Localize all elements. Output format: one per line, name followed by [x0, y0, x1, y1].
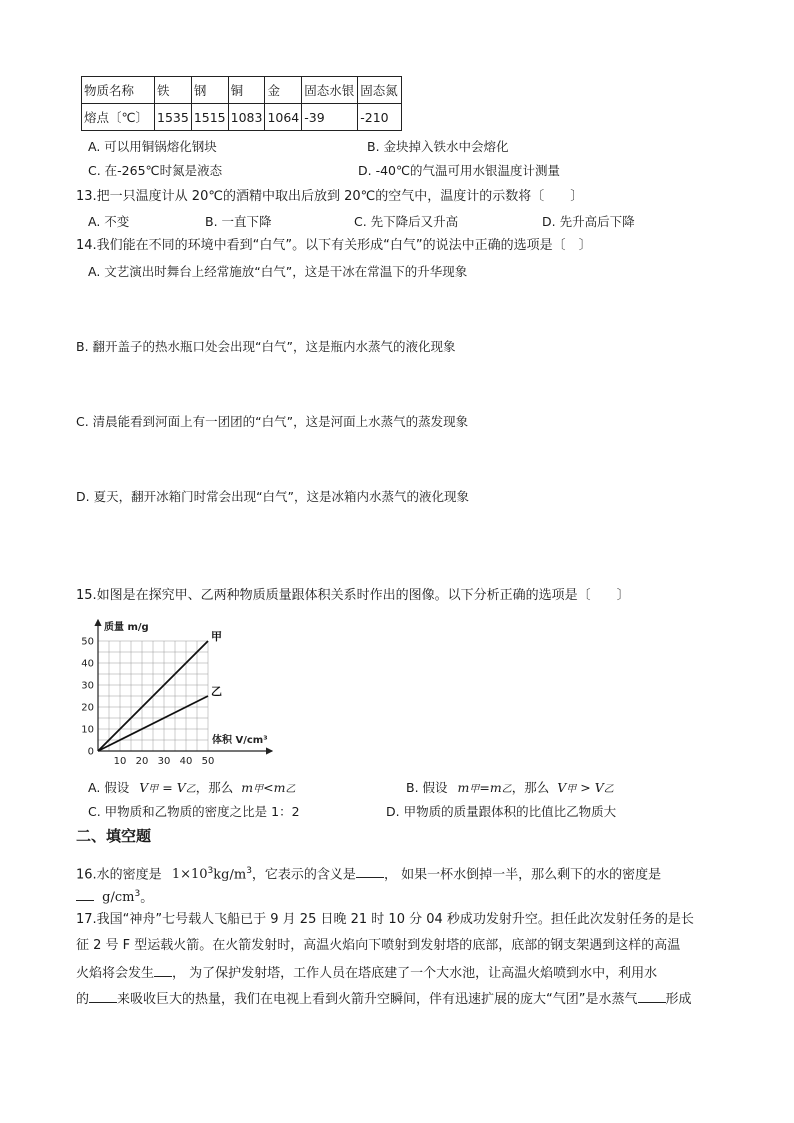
- math-sub: 甲: [253, 784, 264, 795]
- q17-line1: 17.我国“神舟”七号载人飞船已于 9 月 25 日晚 21 时 10 分 04 秒成功发射升空。担任此次发射任务的是长: [76, 912, 694, 927]
- table-cell: 钢: [191, 77, 228, 104]
- q17-line3-end: ， 为了保护发射塔，工作人员在塔底建了一个大水池，让高温火焰喷到水中，利用水: [172, 966, 658, 981]
- q15-a-prefix: A. 假设: [88, 780, 130, 795]
- answer-blank[interactable]: [154, 962, 172, 977]
- math-sub: 乙: [285, 784, 296, 795]
- table-row: [82, 104, 402, 131]
- q17-line3: [76, 962, 657, 983]
- table-cell: 1083: [228, 104, 265, 131]
- q14-option-a: A. 文艺演出时舞台上经常施放“白气”，这是干冰在常温下的升华现象: [88, 264, 468, 279]
- q14-option-d: D. 夏天，翻开冰箱门时常会出现“白气”，这是冰箱内水蒸气的液化现象: [76, 489, 470, 504]
- q16-unit: kg/m: [213, 867, 247, 883]
- answer-blank[interactable]: [638, 988, 666, 1003]
- answer-blank[interactable]: [76, 886, 94, 901]
- q17-line4-mid: 来吸收巨大的热量，我们在电视上看到火箭升空瞬间，伴有迅速扩展的庞大“气团”是水蒸气: [117, 992, 638, 1007]
- q16-unit2: g/cm: [102, 890, 135, 906]
- x-tick-label: 20: [135, 756, 149, 767]
- q15-option-d: D. 甲物质的质量跟体积的比值比乙物质大: [386, 804, 617, 819]
- q17-line4-start: 的: [76, 992, 90, 1007]
- x-axis-label: 体积 V/cm³: [212, 735, 268, 746]
- q15-b-mid: ，那么: [511, 780, 550, 795]
- q15-a-mid: ，那么: [195, 780, 234, 795]
- table-cell: 物质名称: [82, 77, 155, 104]
- q13-option-b: B. 一直下降: [205, 214, 272, 229]
- math-m: m: [489, 780, 502, 795]
- table-cell: 1535: [155, 104, 192, 131]
- table-cell: 1515: [191, 104, 228, 131]
- q17-line4: [76, 988, 692, 1009]
- math-op: <: [263, 780, 274, 795]
- q12-option-c: C. 在-265℃时氮是液态: [88, 163, 223, 178]
- q13-option-c: C. 先下降后又升高: [354, 214, 459, 229]
- q17-line3-start: 火焰将会发生: [76, 966, 155, 981]
- y-tick-label: 10: [81, 724, 94, 736]
- math-op: =: [162, 780, 173, 795]
- table-cell: -39: [302, 104, 358, 131]
- table-cell: -210: [358, 104, 402, 131]
- math-sub: 甲: [469, 784, 480, 795]
- table-cell: 熔点〔℃〕: [82, 104, 155, 131]
- math-v: V: [139, 780, 149, 795]
- y-tick-label: 50: [81, 636, 94, 648]
- q16-line1: [76, 862, 661, 884]
- math-op: >: [580, 780, 591, 795]
- q14-option-b: B. 翻开盖子的热水瓶口处会出现“白气”，这是瓶内水蒸气的液化现象: [76, 339, 456, 354]
- y-tick-label: 40: [81, 658, 94, 670]
- x-tick-label: 30: [157, 756, 171, 767]
- q14-option-c: C. 清晨能看到河面上有一团团的“白气”，这是河面上水蒸气的蒸发现象: [76, 414, 469, 429]
- math-v: V: [557, 780, 567, 795]
- table-cell: 铁: [155, 77, 192, 104]
- y-tick-label: 20: [81, 702, 94, 714]
- x-tick-label: 50: [201, 756, 215, 767]
- series-label: 甲: [211, 630, 222, 643]
- q12-option-d: D. -40℃的气温可用水银温度计测量: [358, 163, 561, 178]
- table-cell: 固态水银: [302, 77, 358, 104]
- table-header-row: [82, 77, 402, 104]
- q16-exp: 3: [207, 866, 214, 876]
- q15-stem: 15.如图是在探究甲、乙两种物质质量跟体积关系时作出的图像。以下分析正确的选项是〔 〕: [76, 588, 630, 603]
- mass-volume-chart: [78, 612, 278, 772]
- math-v: V: [594, 780, 604, 795]
- q15-option-a: [88, 779, 295, 799]
- math-sub: 乙: [603, 784, 614, 795]
- q13-option-d: D. 先升高后下降: [542, 214, 635, 229]
- q13-stem: 13.把一只温度计从 20℃的酒精中取出后放到 20℃的空气中，温度计的示数将〔 〕: [76, 189, 584, 204]
- answer-blank[interactable]: [89, 988, 117, 1003]
- q12-option-b: B. 金块掉入铁水中会熔化: [367, 139, 509, 154]
- q16-line2: [76, 885, 153, 907]
- table-cell: 铜: [228, 77, 265, 104]
- x-tick-label: 10: [113, 756, 127, 767]
- q16-prefix: 16.水的密度是: [76, 867, 162, 883]
- q16-end: 。: [140, 890, 154, 906]
- math-m: m: [273, 780, 286, 795]
- q16-rest: ， 如果一杯水倒掉一半，那么剩下的水的密度是: [383, 867, 662, 883]
- math-m: m: [241, 780, 254, 795]
- q12-option-a: A. 可以用铜锅熔化钢块: [88, 139, 217, 154]
- table-cell: 金: [265, 77, 302, 104]
- x-tick-label: 40: [179, 756, 193, 767]
- y-axis-label: 质量 m/g: [104, 622, 149, 633]
- q15-b-prefix: B. 假设: [406, 780, 448, 795]
- q17-line2: 征 2 号 F 型运载火箭。在火箭发射时，高温火焰向下喷射到发射塔的底部，底部的钢支架遇到这样的高温: [76, 938, 681, 953]
- q16-meaning: ，它表示的含义是: [251, 867, 356, 883]
- q16-value: 1×10: [171, 867, 208, 883]
- q16-unit-exp: 3: [246, 866, 252, 876]
- section-title: 二、填空题: [76, 827, 152, 845]
- y-tick-label: 30: [81, 680, 94, 692]
- math-m: m: [457, 780, 470, 795]
- answer-blank[interactable]: [356, 863, 384, 878]
- math-v: V: [176, 780, 186, 795]
- melting-point-table: [81, 76, 402, 131]
- series-label: 乙: [211, 685, 222, 698]
- table-cell: 固态氮: [358, 77, 402, 104]
- q15-option-b: [406, 779, 614, 799]
- table-cell: 1064: [265, 104, 302, 131]
- math-sub: 乙: [501, 784, 512, 795]
- q16-unit2-exp: 3: [134, 889, 141, 899]
- y-tick-label: 0: [87, 746, 94, 758]
- math-sub: 甲: [566, 784, 577, 795]
- math-op: =: [479, 780, 490, 795]
- math-sub: 乙: [185, 784, 196, 795]
- math-sub: 甲: [148, 784, 159, 795]
- q15-option-c: C. 甲物质和乙物质的密度之比是 1：2: [88, 804, 300, 819]
- q17-line4-end: 形成: [665, 992, 692, 1007]
- q14-stem: 14.我们能在不同的环境中看到“白气”。以下有关形成“白气”的说法中正确的选项是〔 〕: [76, 238, 592, 253]
- q13-option-a: A. 不变: [88, 214, 130, 229]
